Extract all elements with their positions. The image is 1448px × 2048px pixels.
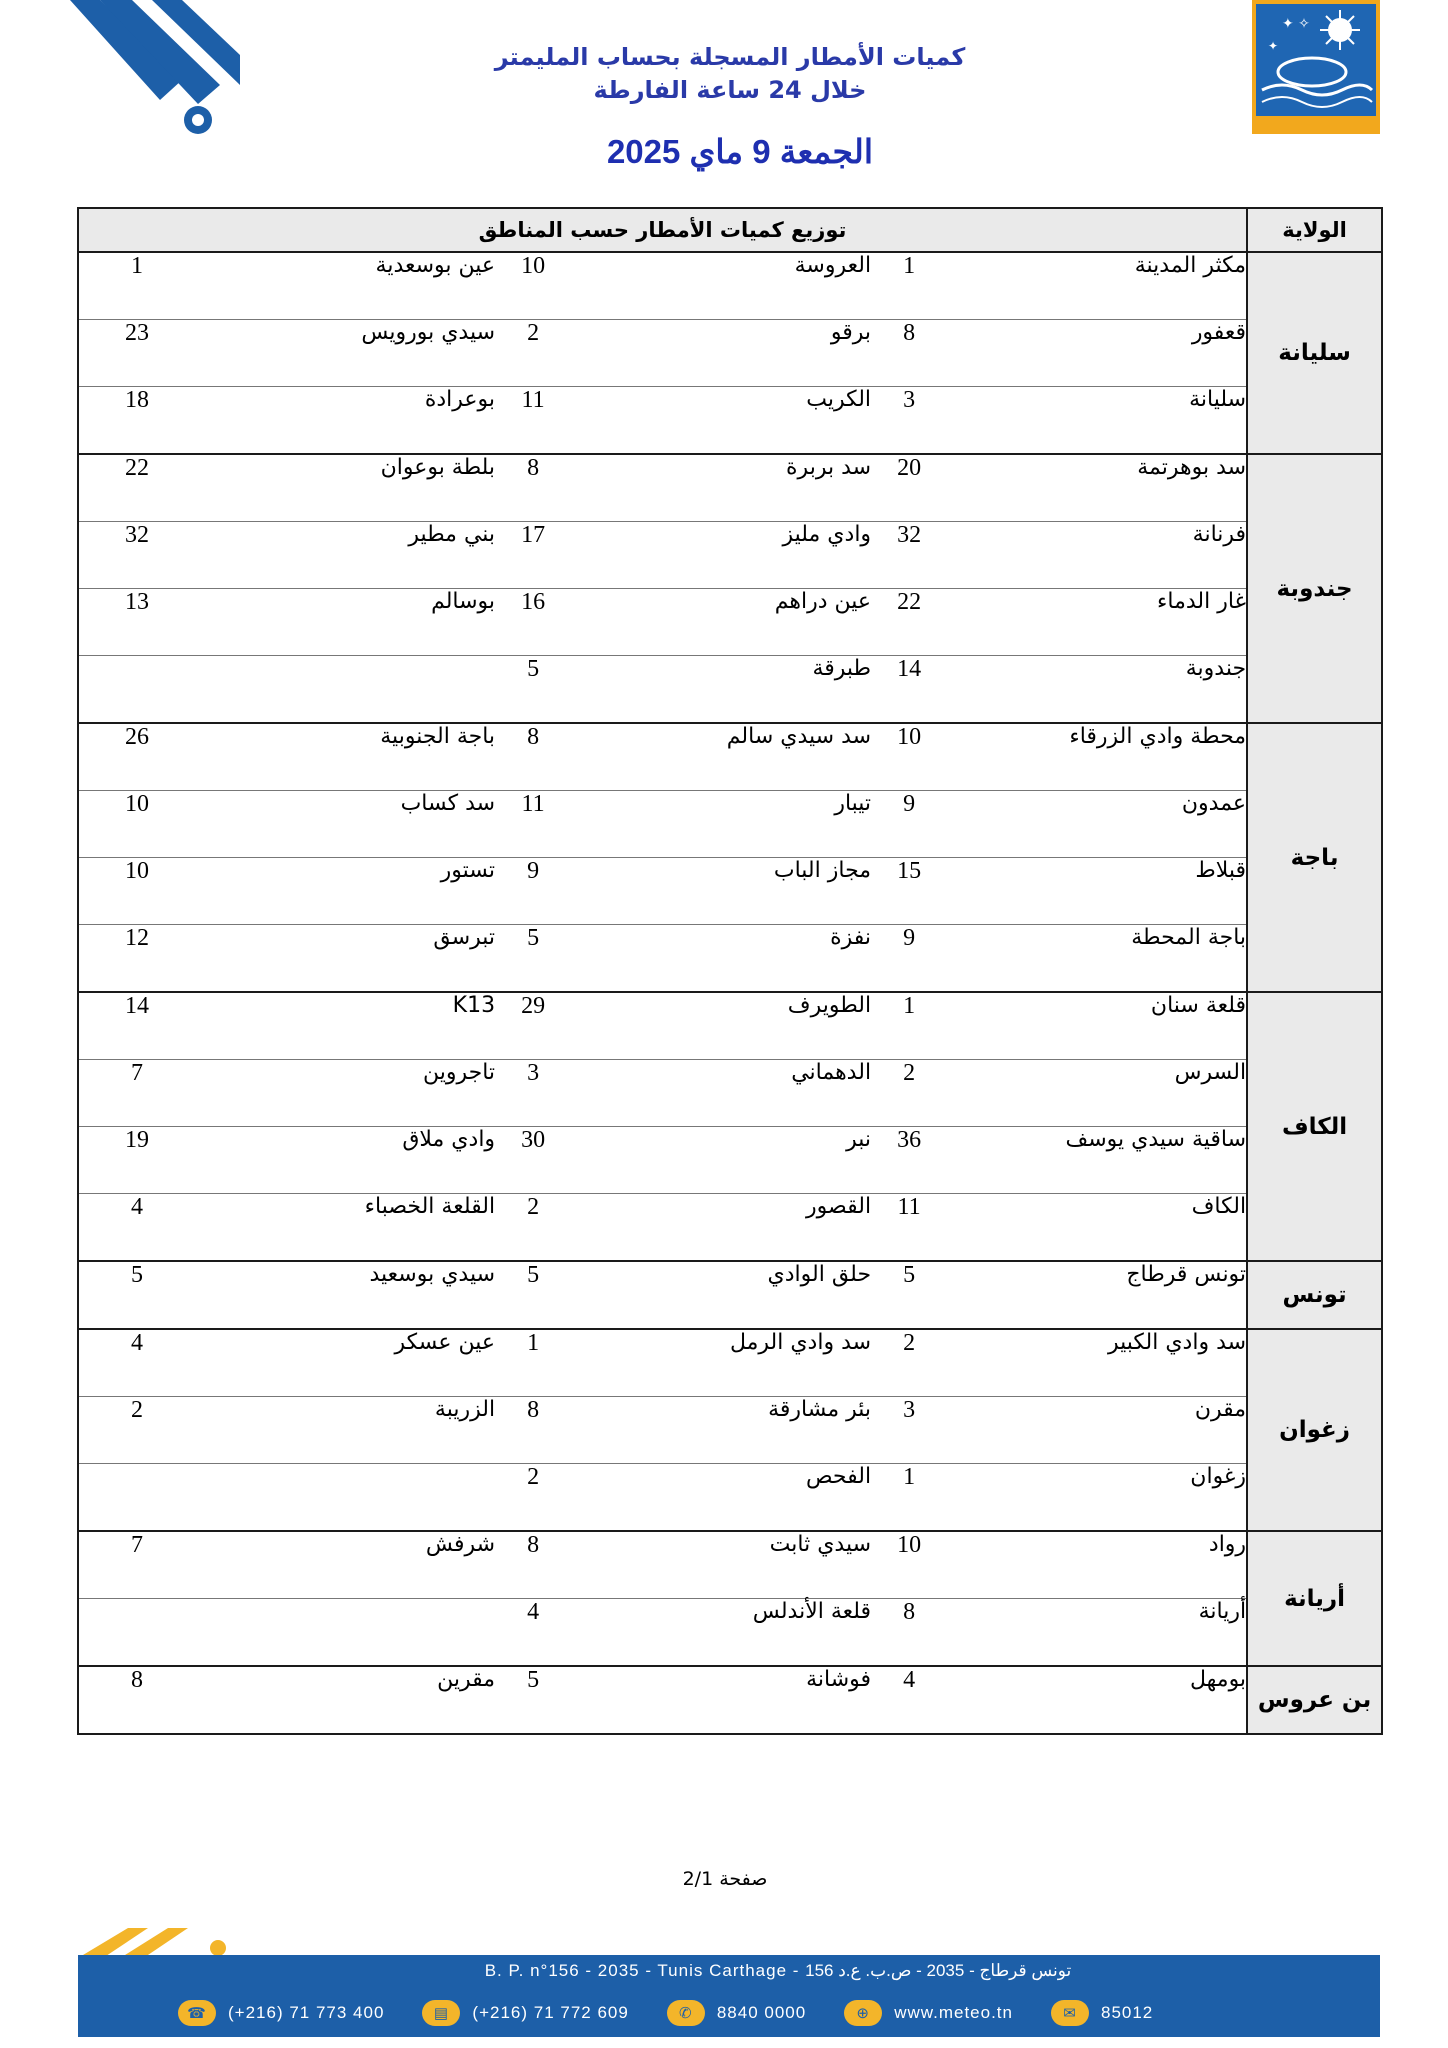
rainfall-value: 5	[78, 1261, 195, 1329]
table-row	[78, 1531, 1382, 1599]
station-name: تونس قرطاج	[947, 1261, 1247, 1329]
page-number: صفحة 2/1	[682, 1868, 768, 1890]
rainfall-value: 1	[871, 1464, 947, 1532]
sms-icon: ✉	[1051, 2000, 1089, 2026]
rainfall-value: 9	[871, 791, 947, 858]
table-row	[78, 252, 1382, 320]
station-name: سيدي ثابت	[571, 1531, 871, 1599]
table-row	[78, 656, 1382, 724]
inm-logo-icon	[1252, 0, 1380, 134]
station-name: وادي مليز	[571, 522, 871, 589]
station-name: ساقية سيدي يوسف	[947, 1127, 1247, 1194]
table-row	[78, 1397, 1382, 1464]
rainfall-value: 3	[495, 1060, 571, 1127]
rainfall-value: 3	[871, 387, 947, 455]
station-name: مقرن	[947, 1397, 1247, 1464]
governorate-cell: الكاف	[1247, 992, 1382, 1261]
rainfall-value: 2	[495, 1464, 571, 1532]
footer-address: B. P. n°156 - 2035 - Tunis Carthage - تونس قرطاج - 2035 - ص.ب. ع.د 156	[484, 1961, 1072, 1980]
station-name: سيدي بورويس	[195, 320, 495, 387]
table-row	[78, 791, 1382, 858]
report-date: الجمعة 9 ماي 2025	[606, 133, 874, 170]
rainfall-value	[78, 1599, 195, 1667]
rainfall-value: 11	[495, 387, 571, 455]
station-name: مجاز الباب	[571, 858, 871, 925]
station-name: جندوبة	[947, 656, 1247, 724]
station-name: العروسة	[571, 252, 871, 320]
governorate-cell: سليانة	[1247, 252, 1382, 454]
footer-contact-text: 8840 0000	[716, 2003, 807, 2022]
rainfall-value: 2	[78, 1397, 195, 1464]
station-name: بوسالم	[195, 589, 495, 656]
page-subtitle: خلال 24 ساعة الفارطة	[593, 76, 867, 104]
station-name: سد وادي الرمل	[571, 1329, 871, 1397]
rainfall-value: 8	[78, 1666, 195, 1734]
table-row	[78, 858, 1382, 925]
governorate-cell: بن عروس	[1247, 1666, 1382, 1734]
footer-contact	[667, 2000, 806, 2026]
station-name: بني مطير	[195, 522, 495, 589]
table-row	[78, 387, 1382, 455]
rainfall-value: 32	[871, 522, 947, 589]
station-name: السرس	[947, 1060, 1247, 1127]
rainfall-value: 8	[871, 1599, 947, 1667]
rainfall-value: 11	[871, 1194, 947, 1262]
rainfall-value: 8	[871, 320, 947, 387]
rainfall-value: 16	[495, 589, 571, 656]
station-name: الفحص	[571, 1464, 871, 1532]
rainfall-value: 32	[78, 522, 195, 589]
rainfall-value	[78, 1464, 195, 1532]
station-name: سد بوهرتمة	[947, 454, 1247, 522]
station-name: سيدي بوسعيد	[195, 1261, 495, 1329]
rainfall-value: 2	[871, 1329, 947, 1397]
rainfall-value: 8	[495, 723, 571, 791]
footer-contact	[844, 2000, 1013, 2026]
table-row	[78, 1329, 1382, 1397]
rainfall-value: 15	[871, 858, 947, 925]
station-name: سد وادي الكبير	[947, 1329, 1247, 1397]
rainfall-value: 5	[495, 1666, 571, 1734]
table-row	[78, 320, 1382, 387]
rainfall-value: 7	[78, 1060, 195, 1127]
table-row	[78, 723, 1382, 791]
footer-contact-text: (+216) 71 773 400	[228, 2003, 385, 2022]
rainfall-value: 8	[495, 454, 571, 522]
rainfall-value: 3	[871, 1397, 947, 1464]
rainfall-value: 22	[871, 589, 947, 656]
rainfall-value: 1	[871, 252, 947, 320]
table-row	[78, 1261, 1382, 1329]
rainfall-value: 9	[871, 925, 947, 993]
rainfall-value: 23	[78, 320, 195, 387]
rainfall-value: 2	[871, 1060, 947, 1127]
rainfall-value: 4	[871, 1666, 947, 1734]
station-name: تاجروين	[195, 1060, 495, 1127]
table-row	[78, 1599, 1382, 1667]
rainfall-value: 8	[495, 1531, 571, 1599]
fax-icon: ▤	[422, 2000, 460, 2026]
station-name: مقرين	[195, 1666, 495, 1734]
rainfall-value: 5	[495, 656, 571, 724]
station-name: حلق الوادي	[571, 1261, 871, 1329]
rainfall-value: 22	[78, 454, 195, 522]
station-name: الطويرف	[571, 992, 871, 1060]
station-name: القلعة الخصباء	[195, 1194, 495, 1262]
rainfall-table	[77, 207, 1383, 1735]
station-name: قعفور	[947, 320, 1247, 387]
station-name: برقو	[571, 320, 871, 387]
station-name: نبر	[571, 1127, 871, 1194]
station-name: سد بربرة	[571, 454, 871, 522]
rainfall-value: 5	[871, 1261, 947, 1329]
rainfall-value: 14	[871, 656, 947, 724]
station-name: نفزة	[571, 925, 871, 993]
station-name: الكريب	[571, 387, 871, 455]
rainfall-value: 5	[495, 925, 571, 993]
rainfall-value: 10	[871, 1531, 947, 1599]
header-governorate: الولاية	[1247, 208, 1382, 252]
rainfall-value: 8	[495, 1397, 571, 1464]
station-name: رواد	[947, 1531, 1247, 1599]
station-name: قلعة سنان	[947, 992, 1247, 1060]
page-title: كميات الأمطار المسجلة بحساب المليمتر	[494, 43, 966, 71]
rainfall-value: 12	[78, 925, 195, 993]
table-row	[78, 1464, 1382, 1532]
rainfall-value: 10	[495, 252, 571, 320]
rainfall-value: 19	[78, 1127, 195, 1194]
rainfall-value: 4	[78, 1329, 195, 1397]
station-name: بلطة بوعوان	[195, 454, 495, 522]
rainfall-value: 7	[78, 1531, 195, 1599]
station-name	[195, 656, 495, 724]
station-name: عين عسكر	[195, 1329, 495, 1397]
station-name: بئر مشارقة	[571, 1397, 871, 1464]
rainfall-value: 18	[78, 387, 195, 455]
rainfall-value: 4	[495, 1599, 571, 1667]
governorate-cell: جندوبة	[1247, 454, 1382, 723]
station-name: طبرقة	[571, 656, 871, 724]
header-distribution: توزيع كميات الأمطار حسب المناطق	[78, 208, 1247, 252]
svg-text:✦: ✦	[1268, 39, 1279, 53]
table-row	[78, 1194, 1382, 1262]
rainfall-value: 10	[78, 791, 195, 858]
station-name: باجة الجنوبية	[195, 723, 495, 791]
table-row	[78, 522, 1382, 589]
governorate-cell: أريانة	[1247, 1531, 1382, 1666]
table-row	[78, 1666, 1382, 1734]
rainfall-value: 11	[495, 791, 571, 858]
footer-contact	[178, 2000, 384, 2026]
rainfall-value: 13	[78, 589, 195, 656]
station-name	[195, 1464, 495, 1532]
station-name: الدهماني	[571, 1060, 871, 1127]
station-name: عين دراهم	[571, 589, 871, 656]
station-name: تبرسق	[195, 925, 495, 993]
footer-contacts	[178, 1997, 1378, 2029]
footer-contact	[1051, 2000, 1153, 2026]
footer-contact-text[interactable]: www.meteo.tn	[894, 2003, 1013, 2022]
station-name: قلعة الأندلس	[571, 1599, 871, 1667]
decorative-stripes	[70, 0, 240, 140]
station-name: شرفش	[195, 1531, 495, 1599]
footer-contact	[422, 2000, 628, 2026]
rainfall-value: 36	[871, 1127, 947, 1194]
station-name: فرنانة	[947, 522, 1247, 589]
station-name: القصور	[571, 1194, 871, 1262]
governorate-cell: باجة	[1247, 723, 1382, 992]
rainfall-value: 14	[78, 992, 195, 1060]
station-name: K13	[195, 992, 495, 1060]
hotline-icon: ✆	[667, 2000, 705, 2026]
table-row	[78, 925, 1382, 993]
table-row	[78, 1127, 1382, 1194]
web-icon: ⊕	[844, 2000, 882, 2026]
rainfall-value: 20	[871, 454, 947, 522]
governorate-cell: زغوان	[1247, 1329, 1382, 1531]
rainfall-value: 26	[78, 723, 195, 791]
rainfall-value	[78, 656, 195, 724]
rainfall-value: 17	[495, 522, 571, 589]
rainfall-value: 2	[495, 1194, 571, 1262]
rainfall-value: 30	[495, 1127, 571, 1194]
station-name: مكثر المدينة	[947, 252, 1247, 320]
footer-contact-text: 85012	[1100, 2003, 1154, 2022]
phone-icon: ☎	[178, 2000, 216, 2026]
rainfall-value: 10	[78, 858, 195, 925]
rainfall-value: 5	[495, 1261, 571, 1329]
table-row	[78, 1060, 1382, 1127]
station-name: تستور	[195, 858, 495, 925]
title-block	[380, 40, 1080, 106]
rainfall-value: 1	[78, 252, 195, 320]
station-name: عين بوسعدية	[195, 252, 495, 320]
station-name: بوعرادة	[195, 387, 495, 455]
station-name: فوشانة	[571, 1666, 871, 1734]
table-row	[78, 992, 1382, 1060]
rainfall-value: 1	[871, 992, 947, 1060]
station-name: قبلاط	[947, 858, 1247, 925]
table-row	[78, 454, 1382, 522]
rainfall-value: 10	[871, 723, 947, 791]
station-name: أريانة	[947, 1599, 1247, 1667]
station-name: باجة المحطة	[947, 925, 1247, 993]
station-name: عمدون	[947, 791, 1247, 858]
station-name: الزريبة	[195, 1397, 495, 1464]
rainfall-table-body	[78, 252, 1382, 1734]
station-name: بومهل	[947, 1666, 1247, 1734]
rainfall-value: 9	[495, 858, 571, 925]
station-name	[195, 1599, 495, 1667]
station-name: سد كساب	[195, 791, 495, 858]
rainfall-value: 29	[495, 992, 571, 1060]
rainfall-value: 1	[495, 1329, 571, 1397]
svg-text:✦ ✧: ✦ ✧	[1282, 16, 1310, 32]
station-name: سد سيدي سالم	[571, 723, 871, 791]
rainfall-value: 2	[495, 320, 571, 387]
footer-contact-text: (+216) 71 772 609	[472, 2003, 629, 2022]
station-name: تيبار	[571, 791, 871, 858]
rainfall-value: 4	[78, 1194, 195, 1262]
footer	[78, 1955, 1380, 2037]
station-name: الكاف	[947, 1194, 1247, 1262]
table-row	[78, 589, 1382, 656]
station-name: زغوان	[947, 1464, 1247, 1532]
governorate-cell: تونس	[1247, 1261, 1382, 1329]
station-name: محطة وادي الزرقاء	[947, 723, 1247, 791]
station-name: وادي ملاق	[195, 1127, 495, 1194]
station-name: سليانة	[947, 387, 1247, 455]
station-name: غار الدماء	[947, 589, 1247, 656]
